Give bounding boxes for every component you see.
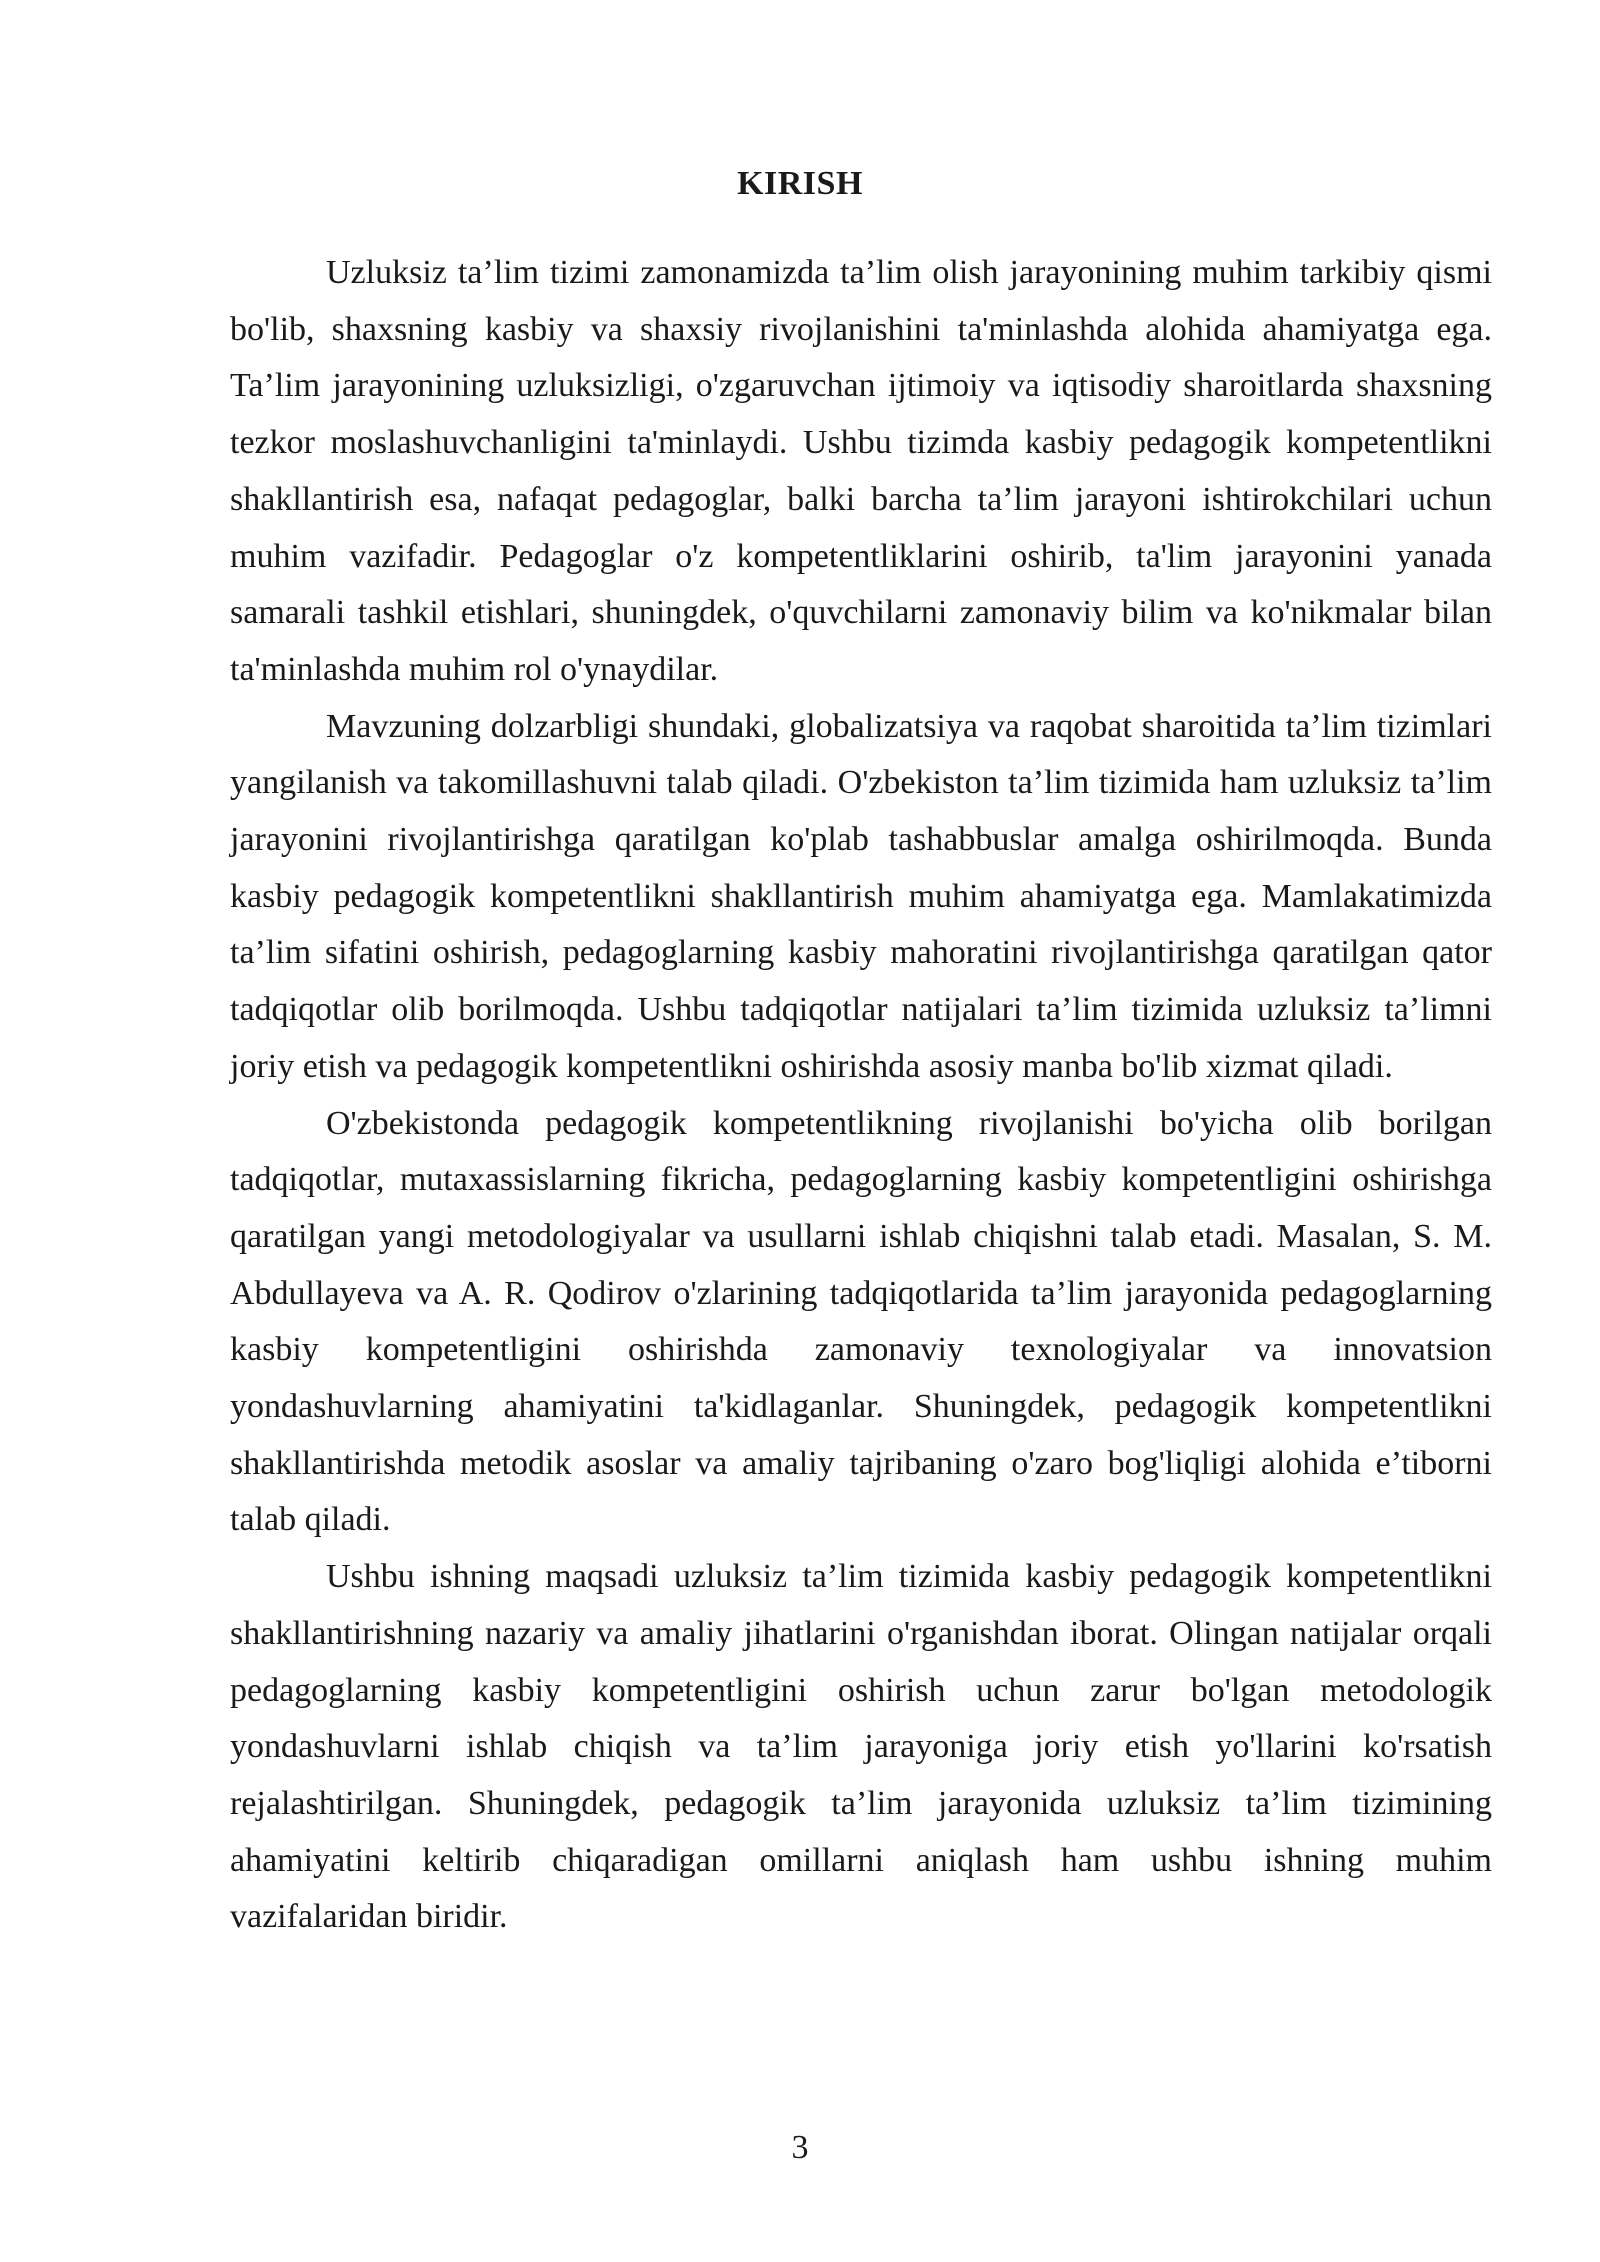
paragraph-4: Ushbu ishning maqsadi uzluksiz ta’lim tizimida kasbiy pedagogik kompetentlikni shakllantirishning nazariy va amaliy jihatlarini o'rganishdan iborat. Olingan natijalar orqali pedagoglarning kasbiy kompetentligini oshirish uchun zarur bo'lgan metodologik yondashuvlarni ishlab chiqish va ta’lim jarayoniga joriy etish yo'llarini ko'rsatish rejalashtirilgan. Shuningdek, pedagogik ta’lim jarayonida uzluksiz ta’lim tizimining ahamiyatini keltirib chiqaradigan omillarni aniqlash ham ushbu ishning muhim vazifalaridan biridir. [230, 1558, 1492, 1936]
page-number: 3 [791, 2129, 809, 2166]
section-title: KIRISH [737, 165, 863, 202]
paragraph-2: Mavzuning dolzarbligi shundaki, globalizatsiya va raqobat sharoitida ta’lim tizimlari yangilanish va takomillashuvni talab qiladi. O'zbekiston ta’lim tizimida ham uzluksiz ta’lim jarayonini rivojlantirishga qaratilgan ko'plab tashabbuslar amalga oshirilmoqda. Bunda kasbiy pedagogik kompetentlikni shakllantirish muhim ahamiyatga ega. Mamlakatimizda ta’lim sifatini oshirish, pedagoglarning kasbiy mahoratini rivojlantirishga qaratilgan qator tadqiqotlar olib borilmoqda. Ushbu tadqiqotlar natijalari ta’lim tizimida uzluksiz ta’limni joriy etish va pedagogik kompetentlikni oshirishda asosiy manba bo'lib xizmat qiladi. [230, 707, 1492, 1085]
paragraph-1: Uzluksiz ta’lim tizimi zamonamizda ta’lim olish jarayonining muhim tarkibiy qismi bo'lib, shaxsning kasbiy va shaxsiy rivojlanishini ta'minlashda alohida ahamiyatga ega. Ta’lim jarayonining uzluksizligi, o'zgaruvchan ijtimoiy va iqtisodiy sharoitlarda shaxsning tezkor moslashuvchanligini ta'minlaydi. Ushbu tizimda kasbiy pedagogik kompetentlikni shakllantirish esa, nafaqat pedagoglar, balki barcha ta’lim jarayoni ishtirokchilari uchun muhim vazifadir. Pedagoglar o'z kompetentliklarini oshirib, ta'lim jarayonini yanada samarali tashkil etishlari, shuningdek, o'quvchilarni zamonaviy bilim va ko'nikmalar bilan ta'minlashda muhim rol o'ynaydilar. [230, 254, 1492, 688]
paragraph-3: O'zbekistonda pedagogik kompetentlikning rivojlanishi bo'yicha olib borilgan tadqiqotlar, mutaxassislarning fikricha, pedagoglarning kasbiy kompetentligini oshirishga qaratilgan yangi metodologiyalar va usullarni ishlab chiqishni talab etadi. Masalan, S. M. Abdullayeva va A. R. Qodirov o'zlarining tadqiqotlarida ta’lim jarayonida pedagoglarning kasbiy kompetentligini oshirishda zamonaviy texnologiyalar va innovatsion yondashuvlarning ahamiyatini ta'kidlaganlar. Shuningdek, pedagogik kompetentlikni shakllantirishda metodik asoslar va amaliy tajribaning o'zaro bog'liqligi alohida e’tiborni talab qiladi. [230, 1104, 1492, 1539]
body-text [230, 245, 1492, 1946]
